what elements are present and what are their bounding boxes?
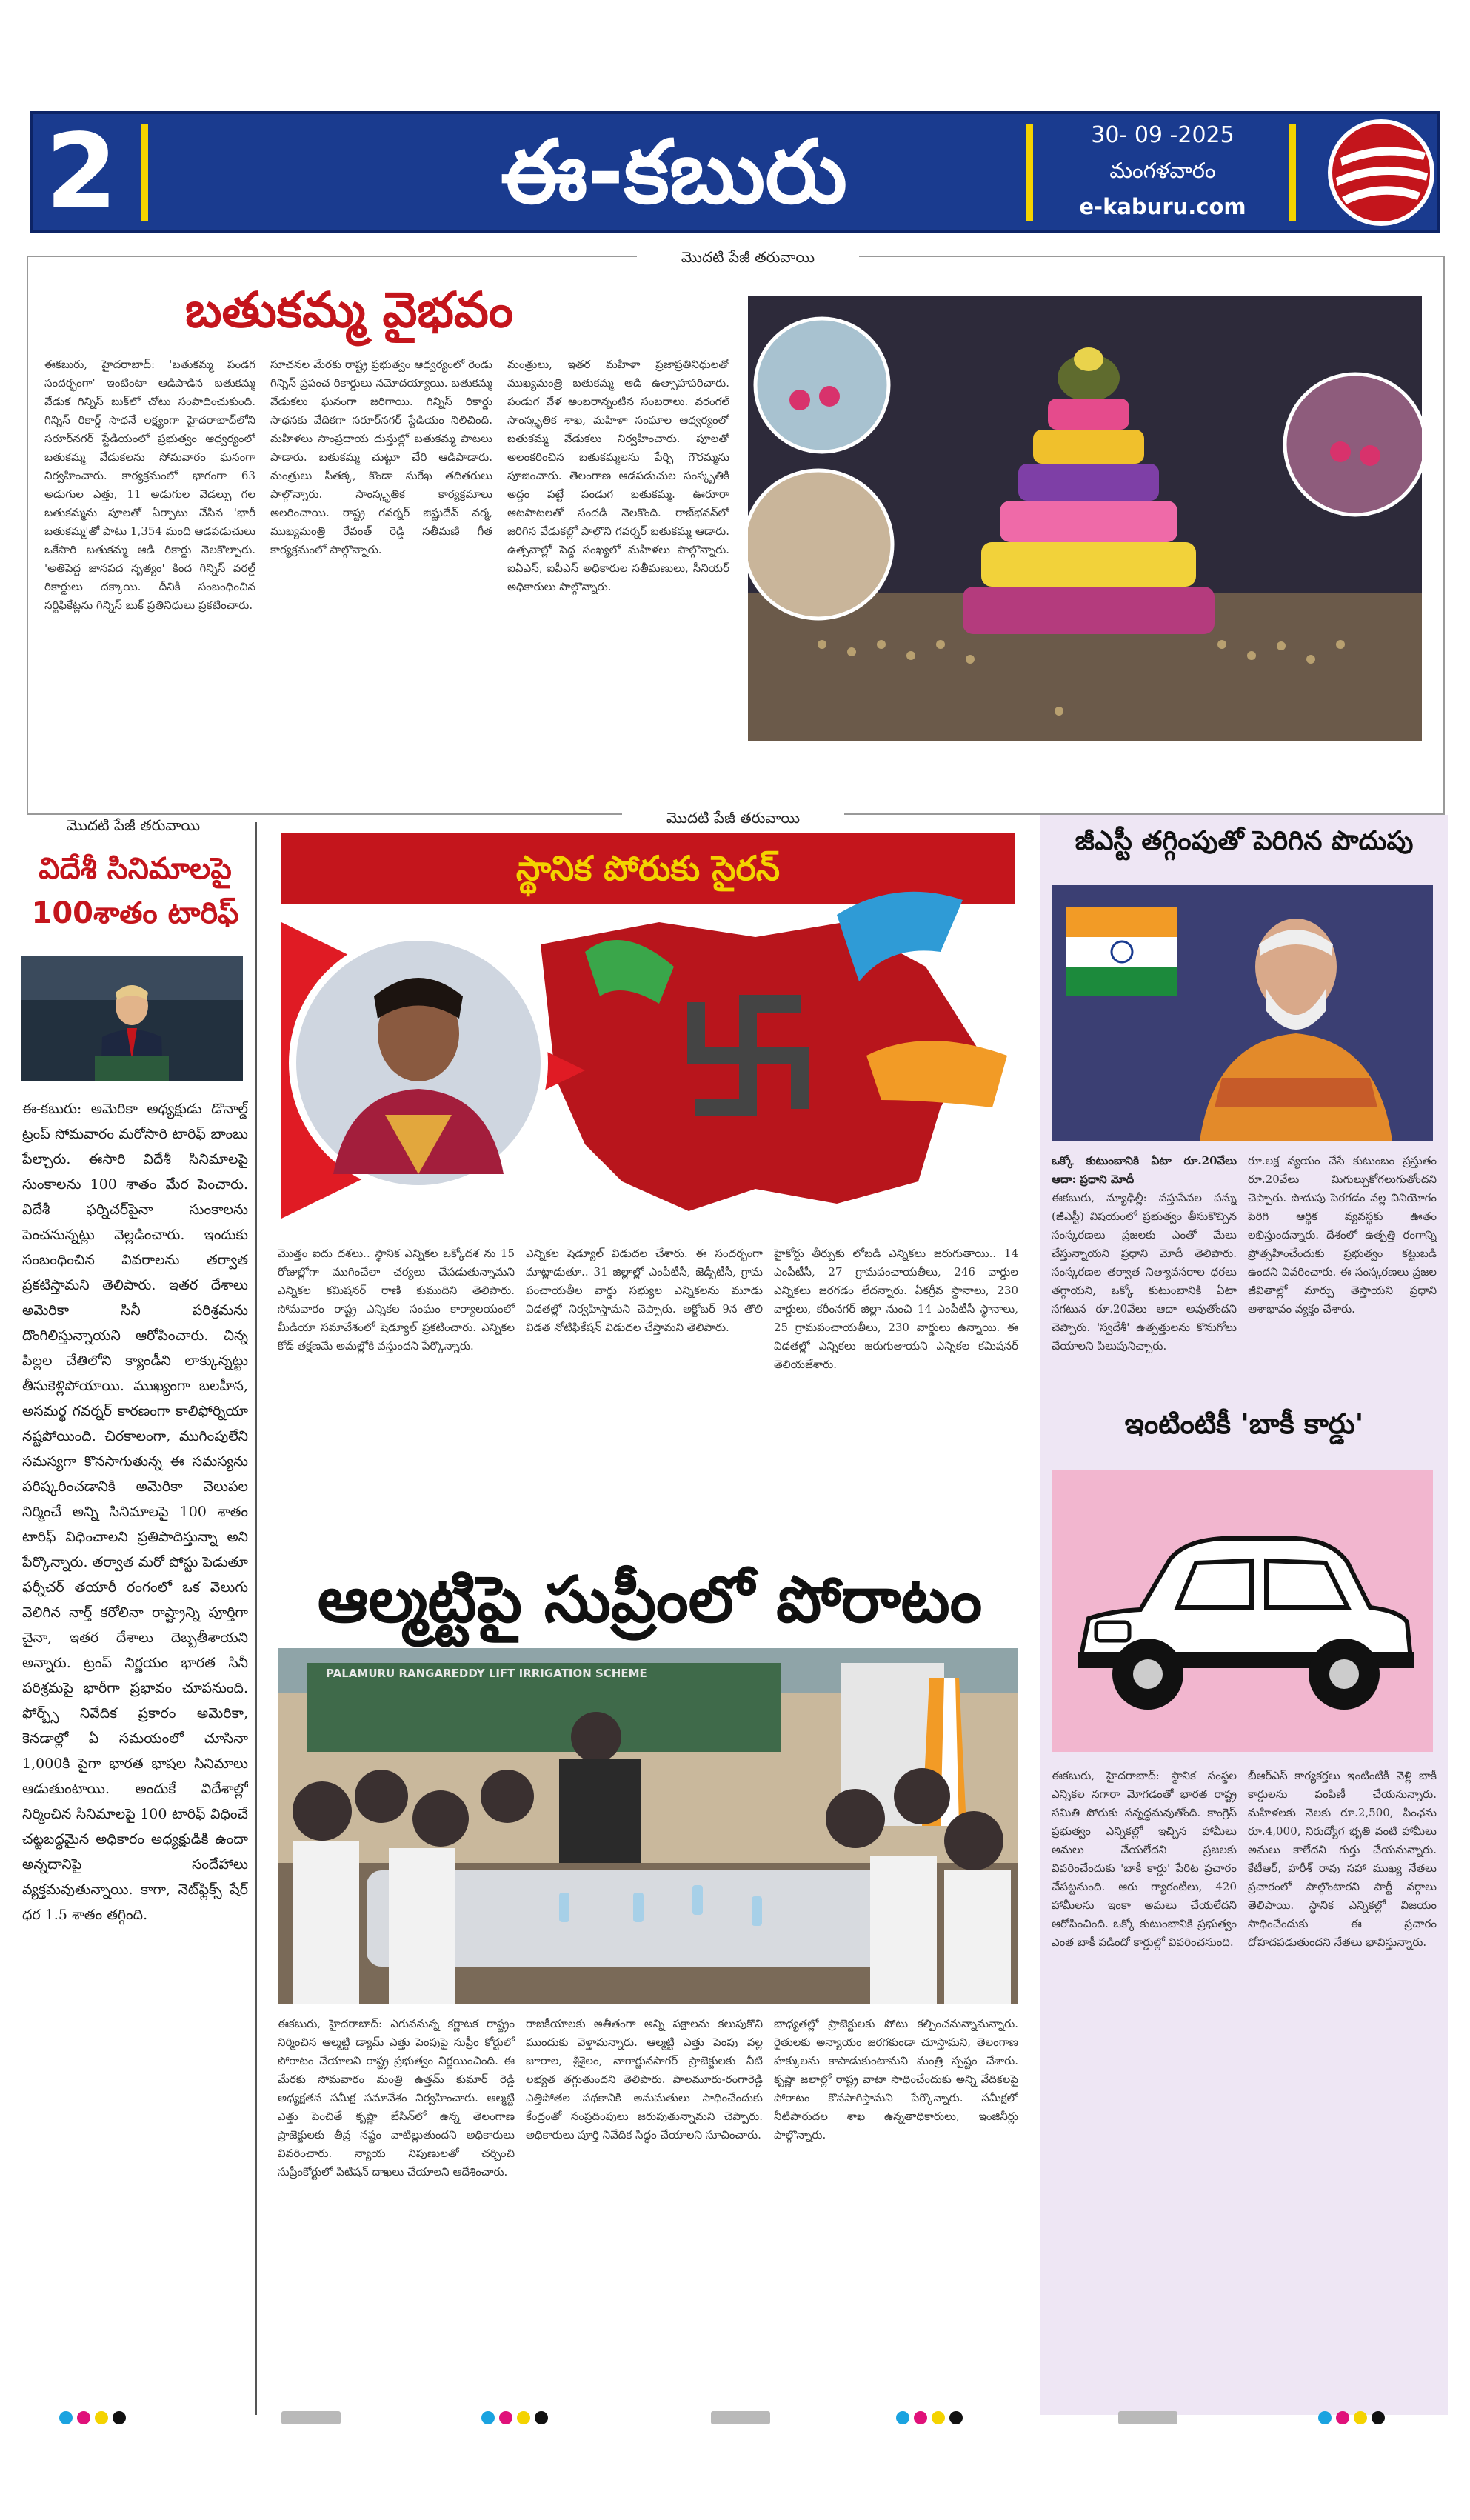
local-polls-column-1: మొత్తం ఐదు దశలు.. స్థానిక ఎన్నికల ఒక్కోదశ ను 15 రోజుల్లోగా ముగించేలా చర్యలు చేపడుతున్నామని ఎన్నికల కమిషనర్ రాణి కుముదిని తెలిపారు. సోమవారం రాష్ట్ర ఎన్నికల సంఘం కార్యాలయంలో మీడియా సమావేశంలో షెడ్యూల్ ప్రకటించారు. ఎన్నికల కోడ్ తక్షణమే అమల్లోకి వస్తుందని పేర్కొన్నారు.: [278, 1247, 515, 1353]
bathukamma-column-1: ఈకబురు, హైదరాబాద్: 'బతుకమ్మ పండగ సందర్భంగా' ఇంటింటా ఆడిపాడిన బతుకమ్మ వేడుక గిన్నిస్ బుక్‌లో చోటు సంపాదించుకుంది. గిన్నిస్ రికార్డ్ సాధనే లక్ష్యంగా హైదరాబాద్‌లోని సరూర్‌నగర్ స్టేడియంలో ప్రభుత్వం ఆధ్వర్యంలో బతుకమ్మ వేడుకలను సోమవారం ఘనంగా నిర్వహించారు. కార్యక్రమంలో భాగంగా 63 అడుగుల ఎత్తు, 11 అడుగుల వెడల్పు గల బతుకమ్మను పూలతో ఏర్పాటు చేసిన 'భారీ బతుకమ్మ'తో పాటు 1,354 మంది ఆడపడుచులు ఒకేసారి బతుకమ్మ ఆడి రికార్డు నెలకొల్పారు. 'అతిపెద్ద జానపద నృత్యం' కింద గిన్నిస్ వరల్డ్ రికార్డులు దక్కాయి. దీనికి సంబంధించిన సర్టిఫికేట్లను గిన్నిస్ బుక్ ప్రతినిధులు ప్రకటించారు.: [44, 358, 255, 612]
almatti-headline: ఆల్మట్టిపై సుప్రీంలో పోరాటం: [317, 1563, 983, 1637]
trump-photo: [21, 956, 243, 1081]
print-color-bar: [1318, 2411, 1385, 2424]
bathukamma-column-3: మంత్రులు, ఇతర మహిళా ప్రజాప్రతినిధులతో ముఖ్యమంత్రి బతుకమ్మ ఆడి ఉత్సాహపరిచారు. పండుగ వేళ అంబరాన్నంటిన సంబరాలు. వరంగల్ సాంస్కృతిక శాఖ, మహిళా సంఘాల ఆధ్వర్యంలో బతుకమ్మ వేడుకలు నిర్వహించారు. పూలతో అలంకరించిన బతుకమ్మలను పేర్చి గౌరమ్మను పూజించారు. తెలంగాణ ఆడపడుచుల సంస్కృతికి అద్దం పట్టే పండుగ బతుకమ్మ. ఊరూరా ఆటపాటలతో సందడి నెలకొంది. రాజ్‌భవన్‌లో జరిగిన వేడుకల్లో పాల్గొని గవర్నర్ బతుకమ్మ ఆడారు. ఉత్సవాల్లో పెద్ద సంఖ్యలో మహిళలు పాల్గొన్నారు. ఐఏఎస్, ఐపీఎస్ అధికారుల సతీమణులు, సీనియర్ అధికారులు పాల్గొన్నారు.: [507, 358, 729, 593]
gst-headline: జీఎస్టీ తగ్గింపుతో పెరిగిన పొదుపు: [1075, 826, 1414, 856]
print-grey-strip: [711, 2411, 770, 2424]
almatti-column-3: బాధ్యతల్లో ప్రాజెక్టులకు పోటు కల్పించనున్నామన్నారు. రైతులకు అన్యాయం జరగకుండా చూస్తామని, తెలంగాణ హక్కులను కాపాడుకుంటామని మంత్రి స్పష్టం చేశారు. కృష్ణా జలాల్లో రాష్ట్ర వాటా సాధించేందుకు అన్ని వేదికలపై పోరాటం కొనసాగిస్తామని పేర్కొన్నారు. సమీక్షలో నీటిపారుదల శాఖ ఉన్నతాధికారులు, ఇంజినీర్లు పాల్గొన్నారు.: [774, 2017, 1018, 2141]
newspaper-title: ఈ-కబురు: [501, 121, 847, 223]
foreign-films-headline-2: 100శాతం టారిఫ్: [31, 896, 239, 930]
print-color-bar: [896, 2411, 963, 2424]
gst-column-2: రూ.లక్ష వ్యయం చేసే కుటుంబం ప్రస్తుతం రూ.20వేలు మిగుల్చుకోగలుగుతోందని చెప్పారు. పొదుపు పెరగడం వల్ల వినియోగం పెరిగి ఆర్థిక వ్యవస్థకు ఊతం లభిస్తుందన్నారు. దేశంలో ఉత్పత్తి రంగాన్ని ప్రోత్సహించేందుకు ప్రభుత్వం కట్టుబడి ఉందని వివరించారు. ఈ సంస్కరణలు ప్రజల జీవితాల్లో మార్పు తెస్తాయని ప్రధాని ఆశాభావం వ్యక్తం చేశారు.: [1248, 1154, 1437, 1316]
column-divider: [255, 822, 257, 2415]
local-polls-headline: స్థానిక పోరుకు సైరన్: [515, 848, 781, 888]
page-number: 2: [45, 112, 118, 233]
masthead-divider: [1289, 124, 1296, 221]
issue-date: 30- 09 -2025: [1091, 122, 1235, 148]
local-polls-column-3: హైకోర్టు తీర్పుకు లోబడి ఎన్నికలు జరుగుతాయి.. 14 ఎంపీటీసీ, 27 గ్రామపంచాయతీలు, 246 వార్డుల ఎన్నికలు జరగడం లేదన్నారు. ఏకగ్రీవ స్థానాలు, 230 వార్డులు, కరీంనగర్ జిల్లా నుంచి 14 ఎంపీటీసీ స్థానాలు, 25 గ్రామపంచాయతీలు, 230 వార్డులు ఉన్నాయి. ఈ విడతల్లో ఎన్నికలు జరుగుతాయని ఎన్నికల కమిషనర్ తెలియజేశారు.: [774, 1247, 1018, 1371]
masthead-divider: [141, 124, 148, 221]
print-grey-strip: [1118, 2411, 1177, 2424]
foreign-films-body: ఈ-కబురు: అమెరికా అధ్యక్షుడు డొనాల్డ్ ట్రంప్ సోమవారం మరోసారి టారిఫ్ బాంబు పేల్చారు. ఈసారి విదేశీ సినిమాలపై సుంకాలను 100 శాతం మేర పెంచారు. విదేశీ ఫర్నిచర్‌పైనా సుంకాలను పెంచనున్నట్లు వెల్లడించారు. ఇందుకు సంబంధించిన వివరాలను తర్వాత ప్రకటిస్తామని తెలిపారు. ఇతర దేశాలు అమెరికా సినీ పరిశ్రమను దొంగిలిస్తున్నాయని ఆరోపించారు. చిన్న పిల్లల చేతిలోని క్యాండీని లాక్కున్నట్టు తీసుకెళ్లిపోయాయి. ముఖ్యంగా బలహీన, అసమర్థ గవర్నర్ కారణంగా కాలిఫోర్నియా నష్టపోయింది. చిరకాలంగా, ముగింపులేని సమస్యగా కొనసాగుతున్న ఈ సమస్యను పరిష్కరించడానికి అమెరికా వెలుపల నిర్మించే అన్ని సినిమాలపై 100 శాతం టారిఫ్ విధించాలని ప్రతిపాదిస్తున్నా అని పేర్కొన్నారు. తర్వాత మరో పోస్టు పెడుతూ ఫర్నీచర్ తయారీ రంగంలో ఒక వెలుగు వెలిగిన నార్త్ కరోలినా రాష్ట్రాన్ని పూర్తిగా చైనా, ఇతర దేశాలు దెబ్బతీశాయని అన్నారు. ట్రంప్ నిర్ణయం భారత సినీ పరిశ్రమపై భారీగా ప్రభావం చూపనుంది. ఫోర్బ్స్ నివేదిక ప్రకారం అమెరికా, కెనడాల్లో ఏ సమయంలో చూసినా 1,000కి పైగా భారత భాషల సినిమాలు ఆడుతుంటాయి. అందుకే విదేశాల్లో నిర్మించిన సినిమాలపై 100 టారిఫ్ విధించే చట్టబద్ధమైన అధికారం అధ్యక్షుడికి ఉందా అన్నదానిపై సందేహాలు వ్యక్తమవుతున్నాయి. కాగా, నెట్‌ఫ్లిక్స్ షేర్ ధర 1.5 శాతం తగ్గింది.: [22, 1101, 248, 1923]
masthead-divider: [1026, 124, 1033, 221]
modi-photo: [1052, 885, 1433, 1141]
bathukamma-column-2: సూచనల మేరకు రాష్ట్ర ప్రభుత్వం ఆధ్వర్యంలో రెండు గిన్నిస్ ప్రపంచ రికార్డులు నమోదయ్యాయి. బతుకమ్మ వేడుకలు ఘనంగా జరిగాయి. గిన్నిస్ రికార్డు సాధనకు వేదికగా సరూర్‌నగర్ స్టేడియం నిలిచింది. మహిళలు సాంప్రదాయ దుస్తుల్లో బతుకమ్మ పాటలు పాడారు. బతుకమ్మ చుట్టూ చేరి ఆడిపాడారు. మంత్రులు సీతక్క, కొండా సురేఖ తదితరులు పాల్గొన్నారు. సాంస్కృతిక కార్యక్రమాలు అలరించాయి. రాష్ట్ర గవర్నర్ జిష్ణుదేవ్ వర్మ, ముఖ్యమంత్రి రేవంత్ రెడ్డి సతీమణి గీత కార్యక్రమంలో పాల్గొన్నారు.: [270, 358, 492, 556]
issue-weekday: మంగళవారం: [1109, 158, 1216, 183]
bathukamma-photo-collage: [748, 296, 1422, 741]
website-url: e-kaburu.com: [1079, 194, 1246, 219]
foreign-films-headline-1: విదేశీ సినిమాలపై: [39, 852, 232, 886]
print-grey-strip: [281, 2411, 341, 2424]
continued-label: మొదటి పేజీ తరువాయి: [22, 815, 244, 839]
left-continue-label-wrap: [22, 815, 244, 839]
almatti-column-1: ఈకబురు, హైదరాబాద్: ఎగువనున్న కర్ణాటక రాష్ట్రం నిర్మించిన ఆల్మట్టి డ్యామ్ ఎత్తు పెంపుపై సుప్రీం కోర్టులో పోరాటం చేయాలని రాష్ట్ర ప్రభుత్వం నిర్ణయించింది. ఈ మేరకు సోమవారం మంత్రి ఉత్తమ్ కుమార్ రెడ్డి అధ్యక్షతన సమీక్ష సమావేశం నిర్వహించారు. ఆల్మట్టి ఎత్తు పెంచితే కృష్ణా బేసిన్‌లో ఉన్న తెలంగాణ ప్రాజెక్టులకు తీవ్ర నష్టం వాటిల్లుతుందని అధికారులు వివరించారు. న్యాయ నిపుణులతో చర్చించి సుప్రీంకోర్టులో పిటిషన్ దాఖలు చేయాలని ఆదేశించారు.: [278, 2017, 515, 2179]
continued-label: మొదటి పేజీ తరువాయి: [637, 247, 859, 271]
newspaper-logo: [1326, 117, 1437, 228]
meeting-banner-text: PALAMURU RANGAREDDY LIFT IRRIGATION SCHEME: [326, 1667, 647, 1680]
print-color-bar: [481, 2411, 548, 2424]
baki-cards-column-2: బీఆర్ఎస్ కార్యకర్తలు ఇంటింటికీ వెళ్లి బాకీ కార్డులను పంపిణీ చేయనున్నారు. మహిళలకు నెలకు రూ.2,500, పింఛను రూ.4,000, నిరుద్యోగ భృతి వంటి హామీలు అమలు కాలేదని గుర్తు చేయనున్నారు. కేటీఆర్, హరీశ్ రావు సహా ముఖ్య నేతలు ప్రచారంలో పాల్గొంటారని పార్టీ వర్గాలు తెలిపాయి. స్థానిక ఎన్నికల్లో విజయం సాధించేందుకు ఈ ప్రచారం దోహదపడుతుందని నేతలు భావిస్తున్నారు.: [1248, 1769, 1437, 1949]
almatti-column-2: రాజకీయాలకు అతీతంగా అన్ని పక్షాలను కలుపుకొని ముందుకు వెళ్తామన్నారు. ఆల్మట్టి ఎత్తు పెంపు వల్ల జూరాల, శ్రీశైలం, నాగార్జునసాగర్ ప్రాజెక్టులకు నీటి లభ్యత తగ్గుతుందని తెలిపారు. పాలమూరు-రంగారెడ్డి ఎత్తిపోతల పథకానికి అనుమతులు సాధించేందుకు కేంద్రంతో సంప్రదింపులు జరుపుతున్నామని చెప్పారు. అధికారులు పూర్తి నివేదిక సిద్ధం చేయాలని సూచించారు.: [526, 2017, 763, 2141]
ambassador-car-illustration: [1052, 1470, 1433, 1752]
baki-cards-headline: ఇంటింటికీ 'బాకీ కార్డు': [1124, 1407, 1364, 1440]
local-polls-column-2: ఎన్నికల షెడ్యూల్ విడుదల చేశారు. ఈ సందర్భంగా మాట్లాడుతూ.. 31 జిల్లాల్లో ఎంపీటీసీ, జెడ్పీటీసీ, గ్రామ పంచాయతీల వార్డు సభ్యుల ఎన్నికలను మూడు విడతల్లో నిర్వహిస్తామని చెప్పారు. అక్టోబర్ 9న తొలి విడత నోటిఫికేషన్ విడుదల చేస్తామని తెలిపారు.: [526, 1247, 763, 1334]
bathukamma-headline: బతుకమ్మ వైభవం: [185, 281, 514, 339]
almatti-meeting-photo: [278, 1648, 1018, 2004]
print-color-bar: [59, 2411, 126, 2424]
continued-label: మొదటి పేజీ తరువాయి: [622, 807, 844, 832]
baki-cards-column-1: ఈకబురు, హైదరాబాద్: స్థానిక సంస్థల ఎన్నికల నగారా మోగడంతో భారత రాష్ట్ర సమితి పోరుకు సన్నద్ధమవుతోంది. కాంగ్రెస్ ప్రభుత్వం ఎన్నికల్లో ఇచ్చిన హామీలు అమలు చేయలేదని ప్రజలకు వివరించేందుకు 'బాకీ కార్డు' పేరిట ప్రచారం చేపట్టనుంది. ఆరు గ్యారంటీలు, 420 హామీలను ఇంకా అమలు చేయలేదని ఆరోపించింది. ఒక్కో కుటుంబానికి ప్రభుత్వం ఎంత బాకీ పడిందో కార్డుల్లో వివరించనుంది.: [1052, 1769, 1237, 1949]
gst-column-1: ఒక్కో కుటుంబానికి ఏటా రూ.20వేలు ఆదా: ప్రధాని మోదీ ఈకబురు, న్యూఢిల్లీ: వస్తుసేవల పన్ను (జీఎస్టీ) విషయంలో ప్రభుత్వం తీసుకొచ్చిన సంస్కరణలు ప్రజలకు ఎంతో మేలు చేస్తున్నాయని ప్రధాని మోదీ తెలిపారు. సంస్కరణల తర్వాత నిత్యావసరాల ధరలు తగ్గాయని, ఒక్కో కుటుంబానికి ఏటా సగటున రూ.20వేలు ఆదా అవుతోందని చెప్పారు. 'స్వదేశీ' ఉత్పత్తులను కొనుగోలు చేయాలని పిలుపునిచ్చారు.: [1052, 1154, 1237, 1353]
